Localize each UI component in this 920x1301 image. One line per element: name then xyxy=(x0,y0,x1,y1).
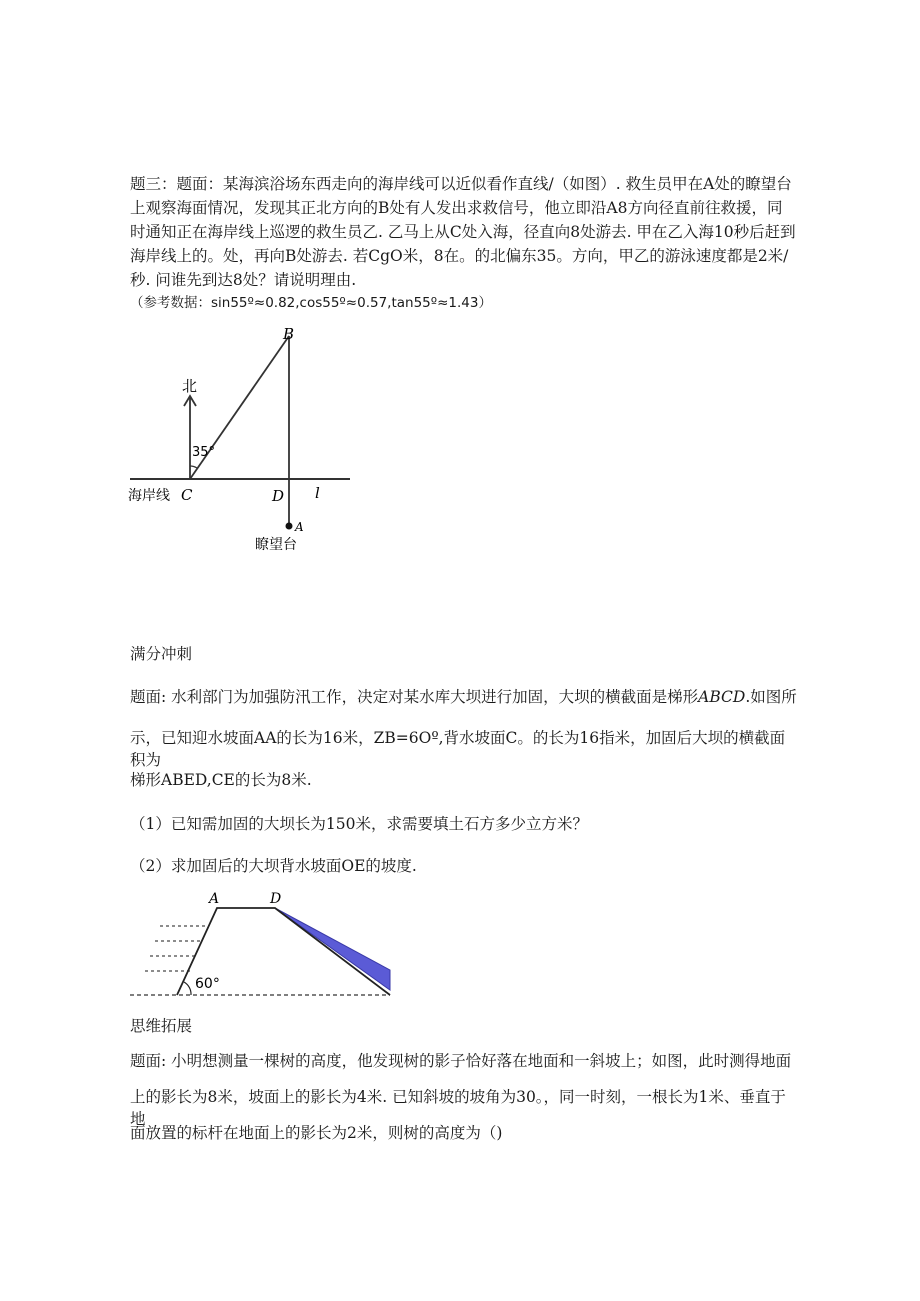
label-a: A xyxy=(295,520,304,534)
section-title-extension: 思维拓展 xyxy=(130,1017,193,1035)
dam-line-1-italic: ABCD xyxy=(698,688,746,706)
problem3-line-3: 时通知正在海岸线上巡逻的救生员乙. 乙马上从C处入海，径直向8处游去. 甲在乙入海10秒后赶到 xyxy=(130,223,796,241)
problem3-line-1: 题三：题面：某海滨浴场东西走向的海岸线可以近似看作直线/（如图）. 救生员甲在A处的瞭望台 xyxy=(130,175,792,193)
dam-line-1-suffix: .如图所 xyxy=(745,688,797,706)
problem3-text xyxy=(130,172,800,292)
label-angle-35: 35° xyxy=(192,445,216,460)
dam-line-2: 示，已知迎水坡面AA的长为16米，ZB=6Oº,背水坡面C。的长为16指米，加固后大坝的横截面积为 xyxy=(130,729,786,769)
label-d: D xyxy=(272,487,285,505)
label-l: l xyxy=(315,484,320,502)
label-tower: 瞭望台 xyxy=(255,537,297,553)
tree-line-2: 上的影长为8米，坡面上的影长为4米. 已知斜坡的坡角为30。，同一时刻，一根长为1米、垂直于地 xyxy=(130,1088,786,1128)
dam-line-1-prefix: 题面: 水利部门为加强防汛工作，决定对某水库大坝进行加固，大坝的横截面是梯形 xyxy=(130,688,699,706)
point-a-dot xyxy=(286,523,293,530)
problem3-line-4: 海岸线上的。处，再向B处游去. 若CgO米，8在。的北偏东35。方向，甲乙的游泳速度都是2米/ xyxy=(130,247,789,265)
figure-coastline-diagram xyxy=(120,320,360,560)
angle-60-arc xyxy=(184,982,191,995)
label-north: 北 xyxy=(182,377,198,395)
dam-question-2: （2）求加固后的大坝背水坡面OE的坡度. xyxy=(130,857,417,875)
tree-line-3: 面放置的标杆在地面上的影长为2米，则树的高度为（) xyxy=(130,1124,503,1142)
angle-arc xyxy=(190,466,197,468)
label-c: C xyxy=(181,486,193,504)
label-b: B xyxy=(283,325,295,343)
label-d: D xyxy=(270,891,282,907)
reference-data: （参考数据：sin55º≈0.82,cos55º≈0.57,tan55º≈1.43） xyxy=(130,295,492,311)
dam-line-1 xyxy=(130,685,800,707)
figure-dam-diagram xyxy=(125,888,395,1003)
dam-line-3: 梯形ABED,CE的长为8米. xyxy=(130,771,312,789)
problem3-line-2: 上观察海面情况，发现其正北方向的B处有人发出求救信号，他立即沿A8方向径直前往救援，同 xyxy=(130,199,783,217)
tree-line-1: 题面: 小明想测量一棵树的高度，他发现树的影子恰好落在地面和一斜坡上；如图，此时测得地面 xyxy=(130,1052,792,1070)
label-a: A xyxy=(209,891,220,907)
dam-question-1: （1）已知需加固的大坝长为150米，求需要填土石方多少立方米？ xyxy=(130,815,588,833)
label-coastline: 海岸线 xyxy=(128,488,170,504)
section-title-sprint: 满分冲刺 xyxy=(130,645,193,663)
label-angle-60: 60° xyxy=(195,976,220,992)
problem3-line-5: 秒. 问谁先到达8处？请说明理由. xyxy=(130,271,357,289)
